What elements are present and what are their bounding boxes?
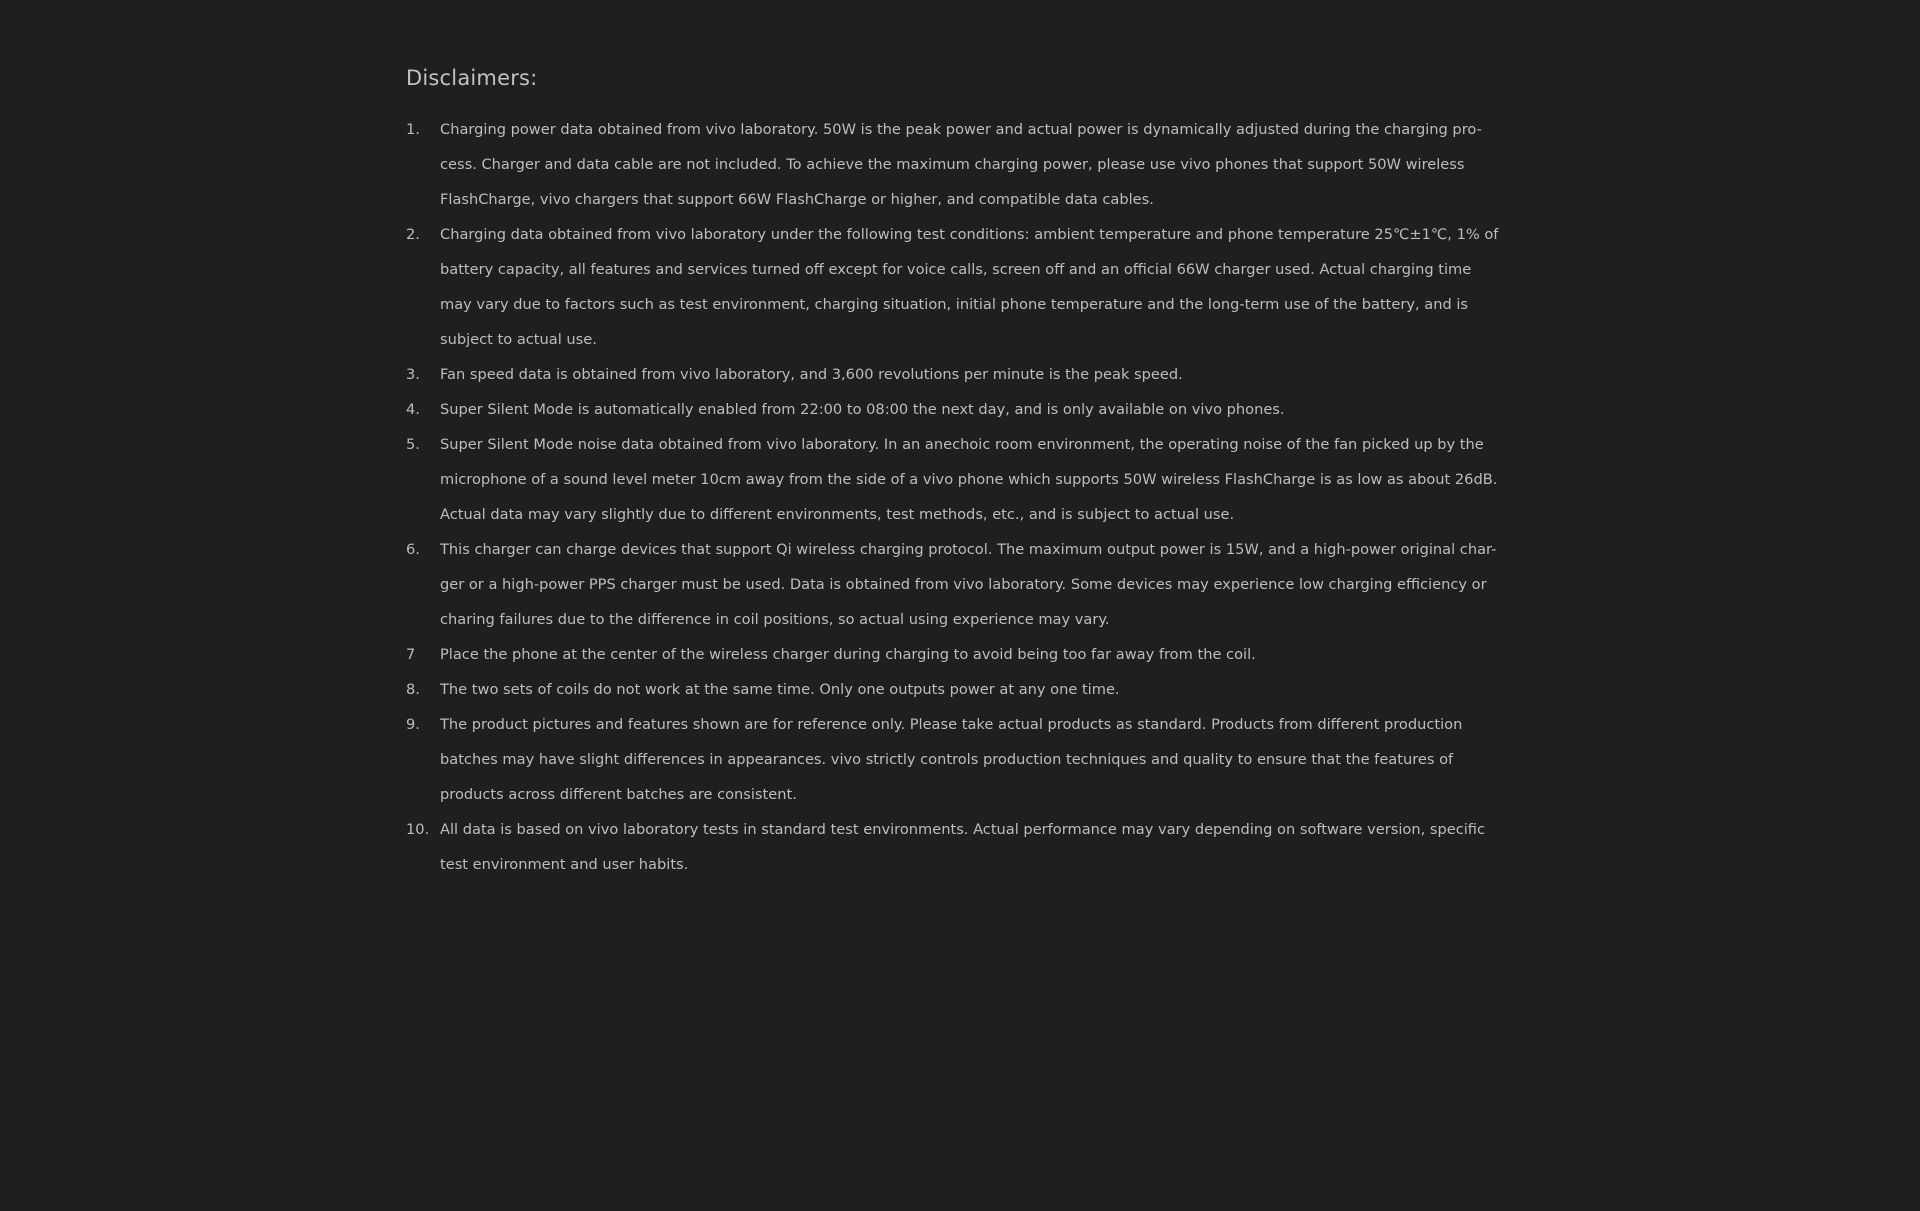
- disclaimer-text: Charging data obtained from vivo laboratory under the following test conditions: ambient temperature and phone temperature 25℃±1℃, 1% of battery capacity, all features and services turned off except for voice calls, screen off and an official 66W charger used. Actual charging time may vary due to factors such as test environment, charging situation, initial phone temperature and the long-term use of the battery, and is subject to actual use.: [440, 226, 1499, 348]
- disclaimer-number: 4.: [406, 401, 420, 418]
- disclaimer-item-8: [406, 672, 1506, 707]
- disclaimer-number: 7: [406, 646, 416, 663]
- disclaimer-text: All data is based on vivo laboratory tests in standard test environments. Actual performance may vary depending on software version, specific test environment and user habits.: [440, 821, 1486, 873]
- disclaimer-text: Fan speed data is obtained from vivo laboratory, and 3,600 revolutions per minute is the peak speed.: [440, 366, 1183, 383]
- disclaimer-item-7: [406, 637, 1506, 672]
- disclaimer-item-10: [406, 812, 1506, 882]
- disclaimer-number: 6.: [406, 541, 420, 558]
- disclaimer-item-4: [406, 392, 1506, 427]
- disclaimers-title: Disclaimers:: [406, 66, 538, 90]
- disclaimer-item-6: [406, 532, 1506, 637]
- disclaimer-number: 1.: [406, 121, 420, 138]
- disclaimer-number: 10.: [406, 821, 430, 838]
- disclaimers-section: [406, 58, 1506, 882]
- disclaimer-text: Charging power data obtained from vivo laboratory. 50W is the peak power and actual power is dynamically adjusted during the charging pro-cess. Charger and data cable are not included. To achieve the maximum charging power, please use vivo phones that support 50W wireless FlashCharge, vivo chargers that support 66W FlashCharge or higher, and compatible data cables.: [440, 121, 1482, 208]
- disclaimer-text: Place the phone at the center of the wireless charger during charging to avoid being too far away from the coil.: [440, 646, 1256, 663]
- disclaimer-item-3: [406, 357, 1506, 392]
- disclaimer-number: 8.: [406, 681, 420, 698]
- disclaimer-text: The product pictures and features shown are for reference only. Please take actual products as standard. Products from different production batches may have slight differences in appearances. vivo strictly controls production techniques and quality to ensure that the features of products across different batches are consistent.: [440, 716, 1463, 803]
- disclaimer-text: Super Silent Mode is automatically enabled from 22:00 to 08:00 the next day, and is only available on vivo phones.: [440, 401, 1285, 418]
- disclaimer-item-2: [406, 217, 1506, 357]
- disclaimer-list: [406, 112, 1506, 882]
- disclaimer-item-1: [406, 112, 1506, 217]
- disclaimer-text: Super Silent Mode noise data obtained from vivo laboratory. In an anechoic room environment, the operating noise of the fan picked up by the microphone of a sound level meter 10cm away from the side of a vivo phone which supports 50W wireless FlashCharge is as low as about 26dB. Actual data may vary slightly due to different environments, test methods, etc., and is subject to actual use.: [440, 436, 1498, 523]
- disclaimer-number: 9.: [406, 716, 420, 733]
- disclaimer-text: The two sets of coils do not work at the same time. Only one outputs power at any one time.: [440, 681, 1120, 698]
- disclaimer-number: 2.: [406, 226, 420, 243]
- disclaimer-item-5: [406, 427, 1506, 532]
- disclaimer-number: 5.: [406, 436, 420, 453]
- disclaimer-item-9: [406, 707, 1506, 812]
- disclaimer-text: This charger can charge devices that support Qi wireless charging protocol. The maximum output power is 15W, and a high-power original char-ger or a high-power PPS charger must be used. Data is obtained from vivo laboratory. Some devices may experience low charging efficiency or charing failures due to the difference in coil positions, so actual using experience may vary.: [440, 541, 1497, 628]
- disclaimer-number: 3.: [406, 366, 420, 383]
